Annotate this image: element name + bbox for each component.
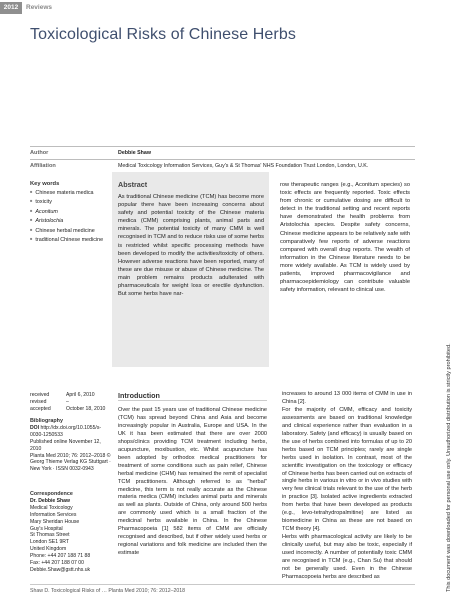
author-value: Debbie Shaw bbox=[118, 150, 151, 156]
email-link[interactable]: Debbie.Shaw@gstt.nhs.uk bbox=[30, 566, 91, 573]
section-label: Reviews bbox=[26, 4, 53, 11]
fax-line: Fax: +44 207 188 07 00 bbox=[30, 560, 84, 567]
keyword-item: ■ traditional Chinese medicine bbox=[30, 235, 110, 244]
body-paragraph: For the majority of CMM, efficacy and toxicity assessments are based on traditional knowledge and clinical experience rather than evaluation in a laboratory. Safety (and efficacy) is usually based on the use of herbs combined into formulas of up to 20 herbs based on TCM principles; rarely are single herbs used in isolation. In contrast, most of the scientific investigation on the toxicology or efficacy of Chinese herbs has been carried out on extracts of single herbs in various in vitro or in vivo studies with very few clinical trials relevant to the use of the herb in practice [3]. Isolated active ingredients extracted from herbs that have been developed as products (e.g., levo-tetrahydropalmitine) are listed as biomedicine in China as these are not based on TCM theory [4]. bbox=[282, 406, 412, 533]
correspondence-heading: Correspondence bbox=[30, 491, 73, 497]
body-paragraph: increases to around 13 000 items of CMM in use in China [2]. bbox=[282, 391, 412, 405]
body-paragraph: Herbs with pharmacological activity are likely to be clinically useful, but may also be toxic, especially if used incorrectly. A number of potentially toxic CMM are recognised in TCM (e.g., Chan Su) that should not be generally used. Even in the Chinese Pharmacopoeia herbs are described as bbox=[282, 534, 412, 580]
introduction-column-2 bbox=[282, 391, 412, 582]
doi-label: DOI bbox=[30, 424, 40, 431]
received-label: received bbox=[30, 392, 50, 398]
doi-link[interactable]: http://dx.doi.org/10.1055/s-0030-1250533 bbox=[30, 424, 102, 438]
abstract-text-part2: row therapeutic ranges (e.g., Aconitum species) so toxic effects are frequently reported. Toxic effects from chronic or cumulative dosing are difficult to detect in the traditional setting and recent reports have demonstrated the health problems from Aristolochia species. Despite safety concerns, Chinese medicine appears to be relatively safe with comparatively few reports of adverse reactions compared with overall drug reports. The wealth of information in the Chinese literature needs to be more widely available. As TCM is widely used by patients, improved pharmacovigilance and pharmacoepidemiology can contribute valuable safety information, relevant to clinical use. bbox=[280, 182, 410, 294]
address-line: St Thomas Street bbox=[30, 532, 70, 539]
dates-block bbox=[30, 392, 112, 413]
correspondence-name: Dr. Debbie Shaw bbox=[30, 497, 70, 504]
introduction-column-1: Over the past 15 years use of traditional Chinese medicine (TCM) has spread beyond China and Asia and become increasingly popular in Australia, Europe and USA. In the UK it has been estimated that there are over 2000 shops/clinics providing TCM treatment including herbs, acupuncture, moxibustion, etc. Whilst acupuncture has been adopted by orthodox medical practitioners for treatment of some conditions such as pain relief, Chinese herbal medicine (CHM) has remained the remit of specialist TCM practitioners. Although referred to as "herbal" medicine, this term is not really accurate as the Chinese materia medica (CMM) includes animal parts and minerals as well as plants. Outside of China, only around 500 herbs are commonly used which is a small fraction of the medicinal herbs available in China. In the Chinese Pharmacopoeia [1] 582 items of CMM are officially recognised and described, but if other widely used herbs or regional variations and folk medicine are included then the estimate bbox=[118, 407, 267, 557]
accepted-value: October 18, 2010 bbox=[66, 405, 106, 412]
accepted-row bbox=[30, 406, 112, 413]
revised-row bbox=[30, 399, 112, 406]
address-line: Medical Toxicology bbox=[30, 504, 73, 511]
keyword-item: ■ Chinese herbal medicine bbox=[30, 226, 110, 235]
keywords-heading: Key words bbox=[30, 181, 60, 187]
revised-value: – bbox=[66, 398, 69, 405]
article-title: Toxicological Risks of Chinese Herbs bbox=[30, 26, 296, 43]
side-notice-panel bbox=[440, 0, 455, 605]
side-notice-text: This document was downloaded for personal use only. Unauthorized distribution is strictly prohibited. bbox=[446, 343, 452, 592]
received-value: April 6, 2010 bbox=[66, 392, 95, 398]
affiliation-value: Medical Toxicology Information Services, Guy's & St Thomas' NHS Foundation Trust London, London, U.K. bbox=[118, 163, 369, 169]
affiliation-label: Affiliation bbox=[30, 163, 56, 169]
keyword-item: ■ Aconitum bbox=[30, 207, 110, 216]
published-date: Published online November 12, 2010 bbox=[30, 438, 101, 452]
keywords-list bbox=[30, 188, 110, 244]
address-line: Guy's Hospital bbox=[30, 525, 63, 532]
abstract-box bbox=[112, 172, 269, 367]
address-line: United Kingdom bbox=[30, 546, 67, 553]
abstract-text-part1: As traditional Chinese medicine (TCM) has become more popular there have been increasing concerns about safety and potential toxicity of the Chinese materia medica (CMM) comprising plants, animal parts and minerals. The potential toxicity of many CMM is well recognised in TCM and to reduce risks use of some herbs is restricted whilst specific processing methods have been developed to modify the activities/toxicity of others. However adverse reactions have been reported, many of these are due misuse or abuse of Chinese medicine. The main problem remains products adulterated with pharmaceuticals for weight loss or erectile dysfunction. But some herbs have nar- bbox=[118, 194, 264, 298]
address-line: Mary Sheridan House bbox=[30, 518, 80, 525]
introduction-heading: Introduction bbox=[118, 391, 160, 400]
correspondence-block bbox=[30, 491, 112, 574]
author-label: Author bbox=[30, 150, 49, 156]
bibliography-block bbox=[30, 418, 112, 473]
keyword-item: ■ Chinese materia medica bbox=[30, 188, 110, 197]
keyword-item: ■ Aristolochia bbox=[30, 216, 110, 225]
footer-divider bbox=[30, 584, 415, 585]
revised-label: revised bbox=[30, 398, 47, 405]
keyword-item: ■ toxicity bbox=[30, 197, 110, 206]
doi-line bbox=[30, 425, 112, 439]
bibliography-heading: Bibliography bbox=[30, 418, 63, 424]
phone-line: Phone: +44 207 188 71 88 bbox=[30, 553, 91, 560]
abstract-heading: Abstract bbox=[118, 180, 148, 189]
page-number-badge: 2012 bbox=[0, 2, 22, 14]
accepted-label: accepted bbox=[30, 405, 51, 412]
received-row bbox=[30, 392, 112, 399]
author-divider bbox=[30, 159, 415, 160]
header-divider bbox=[30, 146, 415, 147]
address-line: London SE1 9RT bbox=[30, 539, 69, 546]
citation-text: Planta Med 2010; 76: 2012–2018 © Georg Thieme Verlag KG Stuttgart · New York · ISSN 0032-0943 bbox=[30, 452, 111, 473]
footer-citation: Shaw D. Toxicological Risks of … Planta Med 2010; 76: 2012–2018 bbox=[30, 588, 186, 594]
introduction-divider bbox=[118, 400, 267, 401]
address-line: Information Services bbox=[30, 511, 77, 518]
